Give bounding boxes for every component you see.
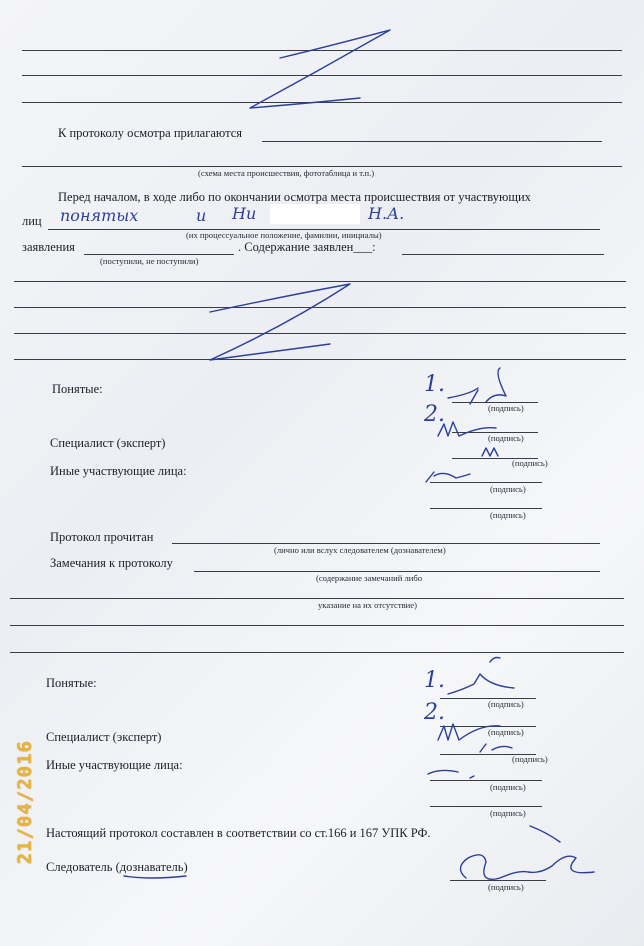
signature-hint: (подпись) (488, 403, 524, 413)
persons-entry-1: понятых (60, 206, 139, 225)
investigator-label: Следователь (дознаватель) (46, 860, 188, 874)
witness-signature-1 (448, 368, 506, 404)
other-signature-1 (426, 472, 470, 482)
persons-entry-4: Н.А. (368, 204, 405, 223)
signature-hint: (подпись) (488, 727, 524, 737)
witness-mark-4: 2. (424, 700, 445, 725)
signature-hint: (подпись) (512, 754, 548, 764)
date-stamp: 21/04/2016 (14, 740, 36, 865)
other-persons-label: Иные участвующие лица: (50, 464, 187, 478)
persons-label: лиц (22, 214, 42, 228)
investigator-signature (460, 826, 594, 879)
statements-label: заявления (22, 240, 75, 254)
witness-signature-2 (438, 422, 496, 436)
signature-hint: (подпись) (488, 882, 524, 892)
signature-hint: (подпись) (512, 458, 548, 468)
specialist-label-2: Специалист (эксперт) (46, 730, 162, 744)
remarks-hint-1: (содержание замечаний либо (316, 573, 423, 583)
witness-mark-1: 1. (424, 372, 445, 397)
signature-hint: (подпись) (490, 484, 526, 494)
protocol-read-label: Протокол прочитан (50, 530, 154, 544)
compliance-text: Настоящий протокол составлен в соответствии со ст.166 и 167 УПК РФ. (46, 826, 431, 840)
signature-hint: (подпись) (490, 510, 526, 520)
signature-hint: (подпись) (488, 699, 524, 709)
attachments-hint: (схема места происшествия, фототаблица и т.п.) (198, 168, 375, 178)
signature-hint: (подпись) (490, 782, 526, 792)
persons-entry-2: и (196, 206, 207, 225)
specialist-signature-2 (480, 744, 512, 752)
attachments-label: К протоколу осмотра прилагаются (58, 126, 242, 140)
witnesses-label: Понятые: (52, 382, 103, 396)
investigator-underline (124, 876, 186, 878)
witness-signature-4 (438, 724, 500, 740)
statements-intro: Перед началом, в ходе либо по окончании осмотра места происшествия от участвующих (58, 190, 531, 204)
protocol-read-hint: (лично или вслух следователем (дознавателем) (274, 545, 446, 555)
witness-mark-2: 2. (424, 402, 445, 427)
z-strike-top (250, 30, 390, 108)
persons-hint: (их процессуальное положение, фамилии, инициалы) (186, 230, 382, 240)
specialist-label: Специалист (эксперт) (50, 436, 166, 450)
other-persons-label-2: Иные участвующие лица: (46, 758, 183, 772)
z-strike-middle (210, 284, 350, 360)
remarks-hint-2: указание на их отсутствие) (318, 600, 417, 610)
signature-hint: (подпись) (490, 808, 526, 818)
signature-hint: (подпись) (488, 433, 524, 443)
witness-mark-3: 1. (424, 668, 445, 693)
remarks-label: Замечания к протоколу (50, 556, 173, 570)
statements-status-hint: (поступили, не поступили) (100, 256, 199, 266)
witnesses-label-2: Понятые: (46, 676, 97, 690)
persons-entry-3: Ни (232, 204, 257, 223)
specialist-signature-1 (482, 448, 498, 456)
statements-content-label: . Содержание заявлен___: (238, 240, 376, 254)
other-signature-2 (428, 770, 474, 778)
witness-signature-3 (448, 658, 514, 695)
